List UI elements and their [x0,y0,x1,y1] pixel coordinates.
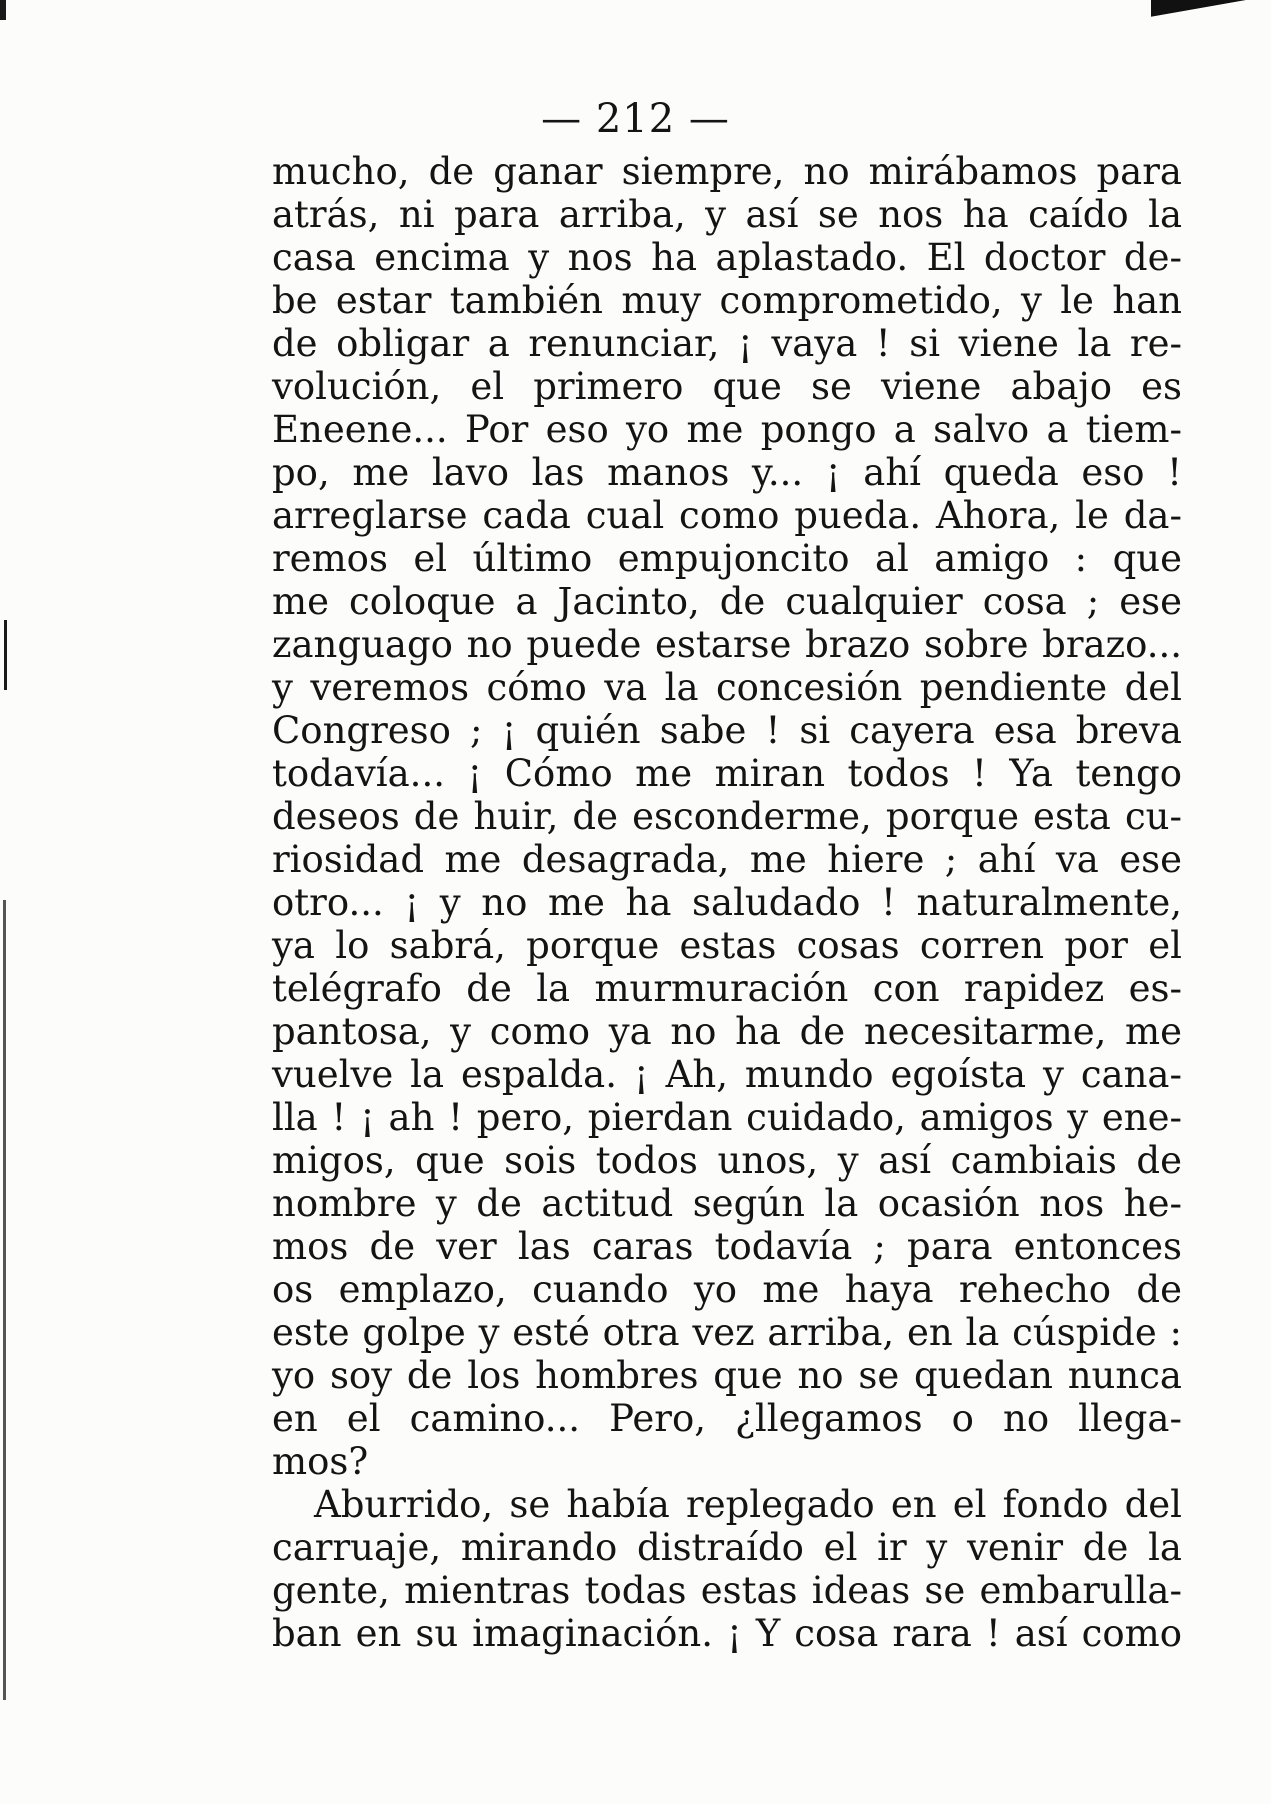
text-line: pantosa, y como ya no ha de necesitarme, me [272,1010,1182,1053]
text-line: mos de ver las caras todavía ; para entonces [272,1225,1182,1268]
text-line: otro... ¡ y no me ha saludado ! naturalmente, [272,881,1182,924]
page-number: — 212 — [541,96,730,142]
scan-corner-artifact [1151,0,1271,26]
text-line: todavía... ¡ Cómo me miran todos ! Ya tengo [272,752,1182,795]
text-line: telégrafo de la murmuración con rapidez es- [272,967,1182,1010]
body-text [272,150,1182,1655]
text-line: gente, mientras todas estas ideas se embarulla- [272,1569,1182,1612]
text-line: volución, el primero que se viene abajo es [272,365,1182,408]
text-line: zanguago no puede estarse brazo sobre brazo... [272,623,1182,666]
text-line: mos? [272,1440,369,1483]
text-line: vuelve la espalda. ¡ Ah, mundo egoísta y cana- [272,1053,1182,1096]
text-line: yo soy de los hombres que no se quedan nunca [272,1354,1182,1397]
text-line: remos el último empujoncito al amigo : que [272,537,1182,580]
text-line: nombre y de actitud según la ocasión nos he- [272,1182,1182,1225]
text-line: y veremos cómo va la concesión pendiente del [272,666,1182,709]
text-line: carruaje, mirando distraído el ir y venir de la [272,1526,1182,1569]
text-line: deseos de huir, de esconderme, porque esta cu- [272,795,1182,838]
text-line: migos, que sois todos unos, y así cambiais de [272,1139,1182,1182]
text-line: Aburrido, se había replegado en el fondo del [314,1483,1182,1526]
text-line: de obligar a renunciar, ¡ vaya ! si viene la re- [272,322,1182,365]
text-line: os emplazo, cuando yo me haya rehecho de [272,1268,1182,1311]
text-line: be estar también muy comprometido, y le han [272,279,1182,322]
text-line: arreglarse cada cual como pueda. Ahora, le da- [272,494,1182,537]
text-line: Eneene... Por eso yo me pongo a salvo a tiem- [272,408,1182,451]
text-line: atrás, ni para arriba, y así se nos ha caído la [272,193,1182,236]
text-line: lla ! ¡ ah ! pero, pierdan cuidado, amigos y ene- [272,1096,1182,1139]
text-line: ya lo sabrá, porque estas cosas corren por el [272,924,1182,967]
scan-edge-mark [0,0,6,20]
text-line: mucho, de ganar siempre, no mirábamos para [272,150,1182,193]
text-line: ban en su imaginación. ¡ Y cosa rara ! así como [272,1612,1182,1655]
text-line: me coloque a Jacinto, de cualquier cosa ; ese [272,580,1182,623]
scan-edge-mark [4,620,7,690]
text-line: po, me lavo las manos y... ¡ ahí queda eso ! [272,451,1182,494]
text-line: riosidad me desagrada, me hiere ; ahí va ese [272,838,1182,881]
scan-edge-mark [3,900,6,1700]
text-line: Congreso ; ¡ quién sabe ! si cayera esa breva [272,709,1182,752]
text-line: en el camino... Pero, ¿llegamos o no llega- [272,1397,1182,1440]
text-line: casa encima y nos ha aplastado. El doctor de- [272,236,1182,279]
text-line: este golpe y esté otra vez arriba, en la cúspide : [272,1311,1182,1354]
